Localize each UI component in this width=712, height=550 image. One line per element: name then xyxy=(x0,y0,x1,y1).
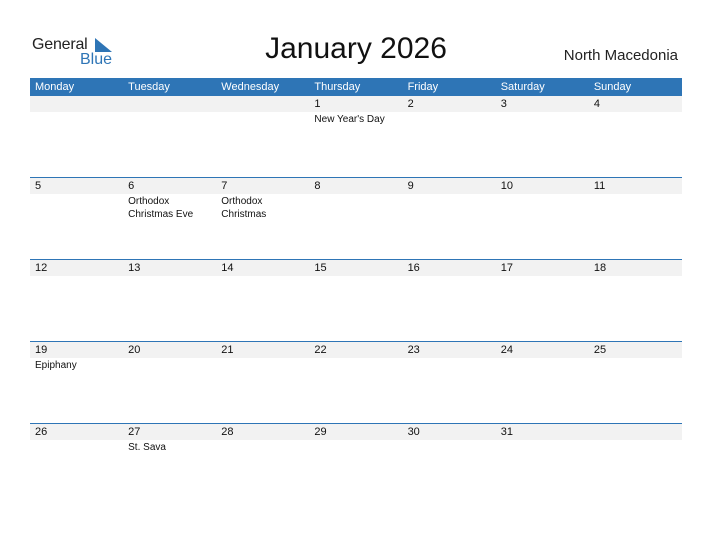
holiday-label: New Year's Day xyxy=(314,114,385,125)
holiday-label xyxy=(30,440,115,441)
day-number: 20 xyxy=(123,342,216,358)
holiday-label xyxy=(589,112,674,113)
holiday-label xyxy=(496,276,581,277)
holiday-label xyxy=(589,276,674,277)
holiday-label xyxy=(403,194,488,195)
day-number: 26 xyxy=(30,424,123,440)
weekday-header: Sunday xyxy=(593,81,632,93)
day-number xyxy=(30,96,123,112)
weekday-header: Wednesday xyxy=(221,81,280,93)
page-title: January 2026 xyxy=(265,32,447,65)
day-number: 29 xyxy=(309,424,402,440)
holiday-label xyxy=(589,358,674,359)
holiday-label xyxy=(403,358,488,359)
holiday-label xyxy=(30,276,115,277)
week-row xyxy=(30,341,682,405)
holiday-label xyxy=(496,358,581,359)
holiday-label: Orthodox Christmas Eve xyxy=(128,196,194,220)
day-cell xyxy=(216,96,309,159)
day-cell xyxy=(403,260,496,323)
day-cell xyxy=(123,178,216,241)
weekday-header: Saturday xyxy=(500,81,545,93)
holiday-label xyxy=(403,276,488,277)
holiday-label xyxy=(403,112,488,113)
day-cell xyxy=(309,260,402,323)
holiday-label xyxy=(403,440,488,441)
holiday-label xyxy=(309,440,394,441)
day-number xyxy=(123,96,216,112)
holiday-label xyxy=(123,112,208,113)
day-number: 12 xyxy=(30,260,123,276)
day-number: 19 xyxy=(30,342,123,358)
day-cell xyxy=(403,96,496,159)
day-cell xyxy=(123,96,216,159)
day-number: 8 xyxy=(309,178,402,194)
day-cell xyxy=(309,178,402,241)
holiday-label: Orthodox Christmas xyxy=(221,196,267,220)
day-cell xyxy=(309,342,402,405)
day-number: 6 xyxy=(123,178,216,194)
holiday-label xyxy=(309,194,394,195)
day-number: 23 xyxy=(403,342,496,358)
week-spacer xyxy=(30,241,682,259)
day-number: 10 xyxy=(496,178,589,194)
holiday-label xyxy=(123,276,208,277)
day-cell xyxy=(30,96,123,159)
day-cell xyxy=(30,342,123,405)
holiday-label xyxy=(216,276,301,277)
week-spacer xyxy=(30,323,682,341)
day-cell xyxy=(589,178,682,241)
day-cell xyxy=(403,178,496,241)
calendar-weeks xyxy=(30,96,682,487)
day-cell xyxy=(589,96,682,159)
day-cell xyxy=(496,178,589,241)
holiday-label xyxy=(216,112,301,113)
holiday-label: St. Sava xyxy=(128,442,166,453)
day-cell xyxy=(589,260,682,323)
day-number: 5 xyxy=(30,178,123,194)
day-cell xyxy=(403,424,496,487)
day-number: 4 xyxy=(589,96,682,112)
calendar-grid xyxy=(30,78,682,487)
day-cell xyxy=(30,260,123,323)
day-number: 13 xyxy=(123,260,216,276)
day-number: 9 xyxy=(403,178,496,194)
day-number: 18 xyxy=(589,260,682,276)
day-cell xyxy=(123,260,216,323)
day-cell xyxy=(123,424,216,487)
holiday-label xyxy=(496,440,581,441)
day-cell xyxy=(30,424,123,487)
holiday-label xyxy=(496,112,581,113)
week-row xyxy=(30,177,682,241)
day-number xyxy=(216,96,309,112)
day-number: 7 xyxy=(216,178,309,194)
day-number: 3 xyxy=(496,96,589,112)
day-cell xyxy=(496,96,589,159)
day-cell xyxy=(496,342,589,405)
day-cell xyxy=(216,424,309,487)
day-number: 28 xyxy=(216,424,309,440)
day-number xyxy=(589,424,682,440)
day-cell xyxy=(123,342,216,405)
weekday-header: Monday xyxy=(35,81,75,93)
holiday-label xyxy=(30,112,115,113)
holiday-label xyxy=(496,194,581,195)
day-number: 27 xyxy=(123,424,216,440)
day-cell xyxy=(309,96,402,159)
day-cell xyxy=(496,260,589,323)
day-number: 16 xyxy=(403,260,496,276)
week-row xyxy=(30,259,682,323)
day-cell xyxy=(309,424,402,487)
weekday-header: Thursday xyxy=(314,81,361,93)
week-row xyxy=(30,96,682,159)
day-cell xyxy=(403,342,496,405)
day-cell xyxy=(589,342,682,405)
holiday-label xyxy=(309,276,394,277)
holiday-label xyxy=(216,358,301,359)
day-number: 22 xyxy=(309,342,402,358)
weekday-header: Friday xyxy=(407,81,439,93)
day-number: 15 xyxy=(309,260,402,276)
holiday-label xyxy=(309,358,394,359)
day-number: 24 xyxy=(496,342,589,358)
week-row xyxy=(30,423,682,487)
holiday-label xyxy=(589,440,674,441)
logo-text-blue: Blue xyxy=(80,51,113,68)
day-cell xyxy=(496,424,589,487)
holiday-label xyxy=(123,358,208,359)
day-cell xyxy=(216,342,309,405)
day-number: 11 xyxy=(589,178,682,194)
day-cell xyxy=(589,424,682,487)
day-cell xyxy=(216,178,309,241)
holiday-label xyxy=(216,440,301,441)
day-cell xyxy=(216,260,309,323)
holiday-label xyxy=(30,194,115,195)
country-label: North Macedonia xyxy=(563,47,678,64)
day-number: 17 xyxy=(496,260,589,276)
day-number: 1 xyxy=(309,96,402,112)
week-spacer xyxy=(30,405,682,423)
day-number: 31 xyxy=(496,424,589,440)
day-number: 21 xyxy=(216,342,309,358)
week-spacer xyxy=(30,159,682,177)
day-number: 2 xyxy=(403,96,496,112)
day-number: 30 xyxy=(403,424,496,440)
holiday-label xyxy=(589,194,674,195)
logo-text-general: General xyxy=(32,36,88,53)
day-number: 14 xyxy=(216,260,309,276)
holiday-label: Epiphany xyxy=(35,360,77,371)
weekday-header: Tuesday xyxy=(128,81,170,93)
day-cell xyxy=(30,178,123,241)
day-number: 25 xyxy=(589,342,682,358)
weekday-header-row xyxy=(30,78,682,96)
